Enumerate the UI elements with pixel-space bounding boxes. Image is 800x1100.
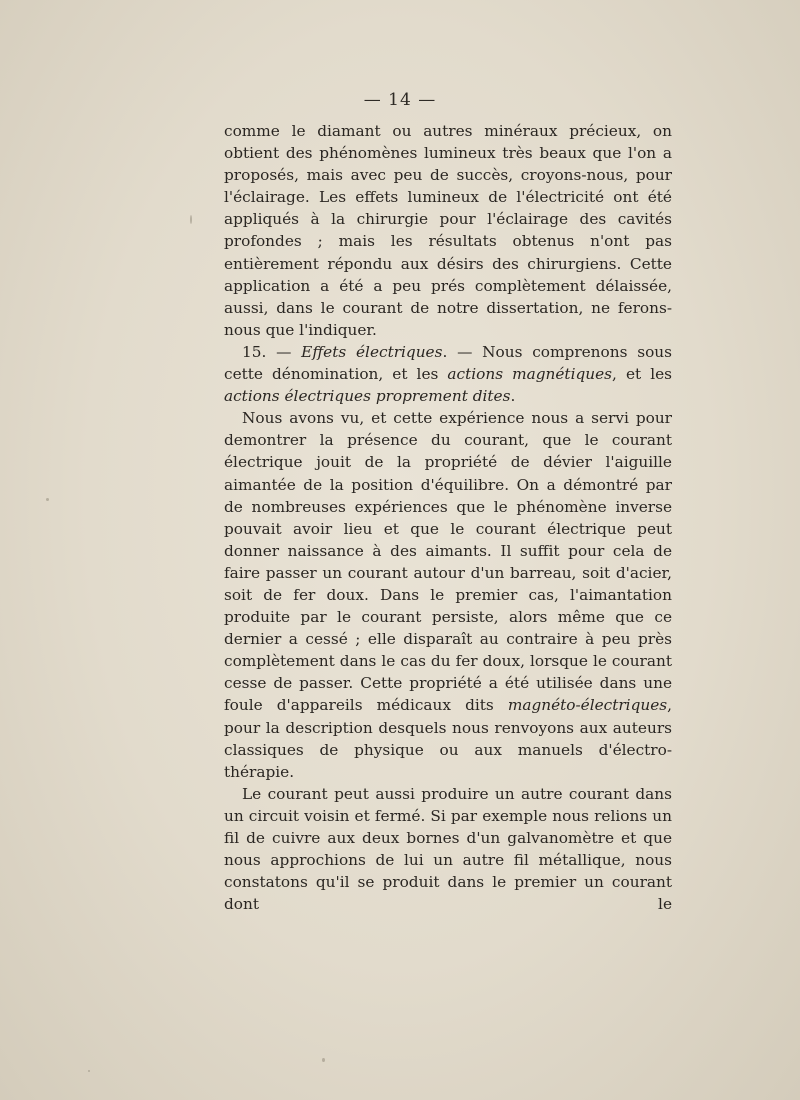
section-number: 15. —: [242, 342, 302, 361]
paragraph-3: [224, 407, 672, 783]
term-actions-electriques: actions électriques proprement dites: [224, 387, 511, 406]
paragraph-4: Le courant peut aussi produire un autre courant dans un circuit voisin et fermé. Si par exemple nous relions un fil de cuivre aux deux bornes d'un galvanomètre et que nous approchions de lui un autre fil métallique, nous constatons qu'il se produit dans le premier un courant dont le: [224, 784, 672, 914]
paragraph-3-text-b: , pour la description desquels nous renvoyons aux auteurs classiques de physique ou aux manuels d'électro-thérapie.: [224, 696, 672, 781]
paper-speck: [46, 498, 49, 501]
paragraph-2-end: .: [510, 387, 516, 406]
paper-speck: [88, 1070, 90, 1072]
term-actions-magnetiques: actions magnétiques: [447, 365, 613, 384]
paragraph-1: comme le diamant ou autres minéraux précieux, on obtient des phénomènes lumineux très beaux que l'on a proposés, mais avec peu de succès, croyons-nous, pour l'éclairage. Les effets lumineux de l'électricité ont été appliqués à la chirurgie pour l'éclairage des cavités profondes ; mais les résultats obtenus n'ont pas entièrement répondu aux désirs des chirurgiens. Cette application a été a peu prés complètement délaissée, aussi, dans le courant de notre dissertation, ne ferons-nous que l'indiquer.: [224, 122, 672, 339]
page-number: — 14 —: [363, 90, 437, 110]
paragraph-2: [224, 341, 672, 407]
body-text: [224, 120, 672, 915]
section-heading: Effets électriques: [301, 342, 443, 361]
paragraph-3-text-a: Nous avons vu, et cette expérience nous a servi pour demontrer la présence du courant, que le courant électrique jouit de la propriété de dévier l'aiguille aimantée de la position d'équilibre. On a démontré par de nombreuses expériences que le phénomène inverse pouvait avoir lieu et que le courant électrique peut donner naissance à des aimants. Il suffit pour cela de faire passer un courant autour d'un barreau, soit d'acier, soit de fer doux. Dans le premier cas, l'aimantation produite par le courant persiste, alors même que ce dernier a cessé ; elle disparaît au contraire à peu près complètement dans le cas du fer doux, lorsque le courant cesse de passer. Cette propriété a été utilisée dans une foule d'appareils médicaux dits: [224, 409, 672, 715]
paper-speck: [190, 215, 192, 224]
term-magneto-electriques: magnéto-électriques: [507, 696, 668, 715]
paragraph-2-text-b: , et les: [612, 365, 672, 384]
paragraph-2-text-a: . — Nous comprenons sous cette dénomination, et les: [224, 342, 672, 384]
paper-speck: [322, 1058, 325, 1062]
